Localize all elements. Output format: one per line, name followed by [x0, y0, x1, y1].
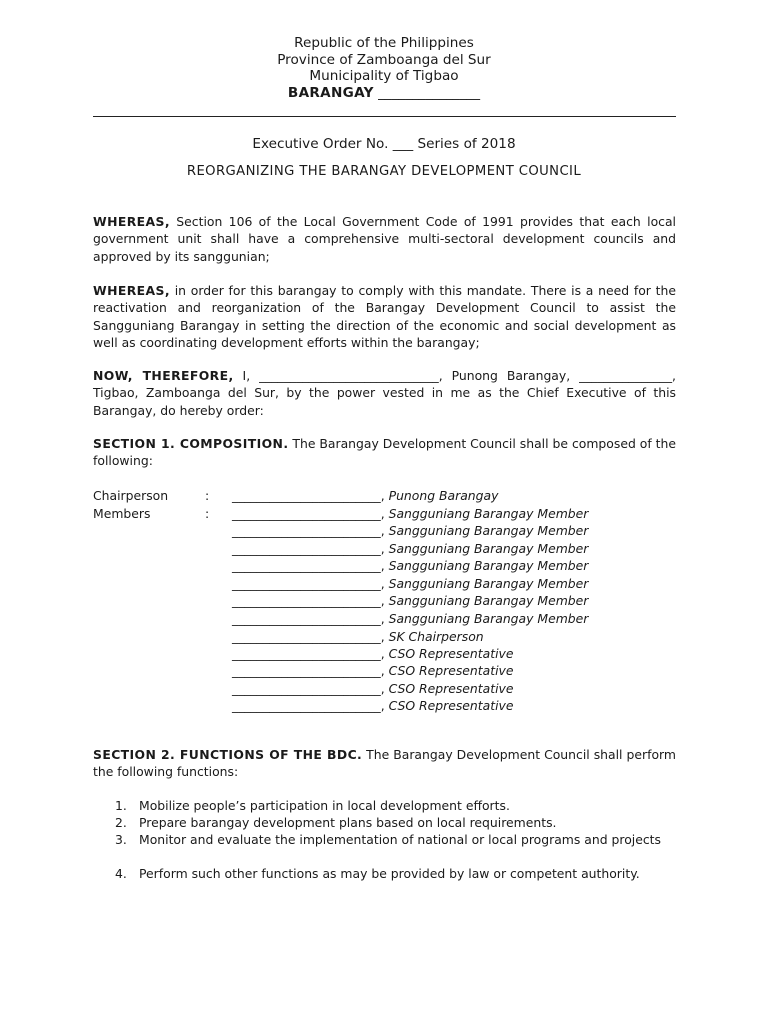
header-barangay: [0, 85, 768, 102]
name-blank: ________________________,: [232, 576, 385, 591]
role-label: Sangguniang Barangay Member: [388, 523, 589, 538]
role-label: Punong Barangay: [388, 488, 499, 503]
name-blank: ________________________,: [232, 681, 385, 696]
header-divider: [93, 116, 676, 117]
barangay-blank: _______________: [378, 84, 481, 101]
header-republic: Republic of the Philippines: [294, 35, 474, 51]
role-label: Sangguniang Barangay Member: [388, 611, 589, 626]
role-label: Sangguniang Barangay Member: [388, 576, 589, 591]
list-number: 4.: [115, 866, 127, 881]
name-blank: ________________________,: [232, 523, 385, 538]
whereas-text-1: Section 106 of the Local Government Code of 1991 provides that each local government unit shall have a comprehensive multi-sectoral development councils and approved by its sanggunian;: [93, 214, 676, 264]
name-blank: ________________________,: [232, 646, 385, 661]
list-number: 1.: [115, 798, 127, 813]
list-text: Perform such other functions as may be provided by law or competent authority.: [139, 866, 640, 881]
list-text: Mobilize people’s participation in local development efforts.: [139, 798, 510, 813]
now-therefore-text: I, _____________________________, Punong Barangay, _______________, Tigbao, Zamboanga del Sur, by the power vested in me as the Chief Executive of this Barangay, do hereby order:: [93, 368, 676, 418]
role-label: CSO Representative: [388, 663, 514, 678]
role-label: CSO Representative: [388, 698, 514, 713]
header-province: Province of Zamboanga del Sur: [277, 51, 491, 68]
members-label: Members: [93, 506, 151, 521]
whereas-lead-2: WHEREAS,: [93, 283, 170, 298]
whereas-paragraph-2: [93, 282, 676, 351]
colon: :: [205, 488, 210, 503]
whereas-paragraph-1: [93, 213, 676, 265]
name-blank: ________________________,: [232, 541, 385, 556]
name-blank: ________________________,: [232, 506, 385, 521]
header-municipality: Municipality of Tigbao: [309, 68, 459, 84]
list-number: 2.: [115, 815, 127, 830]
name-blank: ________________________,: [232, 558, 385, 573]
whereas-text-2: in order for this barangay to comply with this mandate. There is a need for the reactivation and reorganization of the Barangay Development Council to assist the Sangguniang Barangay in setting the direction of the economic and social development as well as coordinating development efforts within the barangay;: [93, 283, 676, 350]
section-2-heading: SECTION 2. FUNCTIONS OF THE BDC.: [93, 747, 363, 762]
role-label: CSO Representative: [388, 646, 514, 661]
section-1-text: The Barangay Development Council shall be composed of the following:: [93, 436, 676, 469]
document-title: REORGANIZING THE BARANGAY DEVELOPMENT COUNCIL: [186, 164, 582, 179]
executive-order-number: Executive Order No. ___ Series of 2018: [252, 136, 516, 152]
colon: :: [205, 506, 210, 521]
role-label: SK Chairperson: [388, 629, 484, 644]
document-header: [0, 35, 768, 101]
role-label: Sangguniang Barangay Member: [388, 593, 589, 608]
name-blank: ________________________,: [232, 698, 385, 713]
name-blank: ________________________,: [232, 488, 385, 503]
list-text: Prepare barangay development plans based on local requirements.: [139, 815, 557, 830]
role-label: Sangguniang Barangay Member: [388, 558, 589, 573]
list-text: Monitor and evaluate the implementation of national or local programs and projects: [139, 832, 661, 847]
name-blank: ________________________,: [232, 663, 385, 678]
chairperson-label: Chairperson: [93, 488, 169, 503]
name-blank: ________________________,: [232, 611, 385, 626]
role-label: CSO Representative: [388, 681, 514, 696]
section-2-paragraph: [93, 746, 676, 781]
section-2-text: The Barangay Development Council shall perform the following functions:: [93, 747, 676, 780]
section-1-heading: SECTION 1. COMPOSITION.: [93, 436, 289, 451]
barangay-label: BARANGAY: [287, 84, 374, 101]
section-1-paragraph: [93, 435, 676, 470]
now-therefore-lead: NOW, THEREFORE,: [93, 368, 234, 383]
name-blank: ________________________,: [232, 593, 385, 608]
role-label: Sangguniang Barangay Member: [388, 506, 589, 521]
whereas-lead-1: WHEREAS,: [93, 214, 170, 229]
list-number: 3.: [115, 832, 127, 847]
now-therefore-paragraph: [93, 367, 676, 419]
role-label: Sangguniang Barangay Member: [388, 541, 589, 556]
name-blank: ________________________,: [232, 629, 385, 644]
